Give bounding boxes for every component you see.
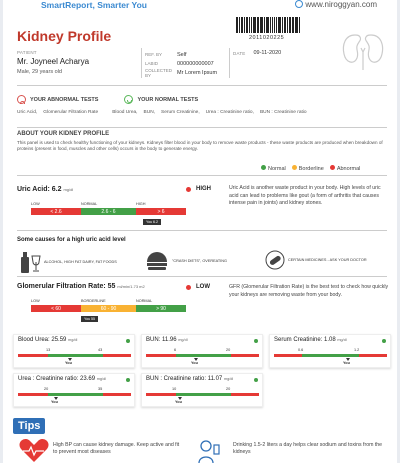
patient-label: PATIENT [17, 50, 37, 55]
legend [261, 165, 360, 172]
profile-text: This panel is used to check healthy functioning of your kidneys. Kidneys filter blood in your body to remove waste products - these waste products are produced when breakdown of proteins (present in food, muscles and other cells) occurs in the body to generate energy. [17, 140, 383, 152]
card-title: Urea : Creatinine ratio: 23.69 mg/dl [18, 376, 107, 382]
you-label: You [343, 361, 350, 365]
divider [17, 230, 387, 231]
normal-test: Serum Creatinine, [161, 110, 200, 115]
water-drinking-icon [197, 438, 223, 463]
cause-item: CERTAIN MEDICINES - ASK YOUR DOCTOR [265, 250, 385, 270]
status-dot [254, 378, 258, 382]
range-low: < 60 [31, 305, 81, 312]
ref-row: REF. BY Self [145, 51, 187, 58]
you-label: You [191, 361, 198, 365]
range-bar [146, 393, 259, 396]
tip-text: Drinking 1.5-2 liters a day helps clear sodium and toxins from the kidneys [233, 442, 383, 456]
divider [17, 175, 387, 176]
tick-label: 10 [172, 387, 177, 391]
tick-label: 35 [98, 387, 103, 391]
card-title: BUN : Creatinine ratio: 11.07 mg/dl [146, 376, 234, 382]
happy-face-icon [124, 95, 133, 104]
range-low: < 2.6 [31, 208, 81, 215]
divider [141, 48, 142, 78]
heart-pulse-icon [17, 438, 51, 463]
tick-label: 20 [226, 348, 231, 352]
range-high: > 6 [136, 208, 186, 215]
tests-summary [17, 95, 307, 115]
abnormal-test: Uric Acid, [17, 110, 38, 115]
you-marker: You 6.2 [143, 219, 161, 225]
you-label: You [65, 361, 72, 365]
tick-label: 20 [226, 387, 231, 391]
range-normal: 2.6 - 6 [81, 208, 136, 215]
normal-test: Blood Urea, [112, 110, 138, 115]
normal-test: BUN, [143, 110, 155, 115]
gfr-zone-labels: LOW BORDERLINE NORMAL [31, 299, 153, 303]
normal-test: BUN : Creatinine ratio [259, 110, 307, 115]
blood-urea-card [13, 334, 135, 368]
tips-badge: Tips [13, 418, 45, 434]
divider [17, 127, 387, 128]
legend-abnormal: Abnormal [330, 165, 361, 172]
normal-test: Urea : Creatinine ratio, [205, 110, 254, 115]
patient-meta: Male, 29 years old [17, 69, 62, 75]
tagline: SmartReport, Smarter You [41, 0, 147, 10]
range-bar [146, 354, 259, 357]
report-page [3, 0, 397, 463]
card-title: Serum Creatinine: 1.08 mg/dl [274, 337, 347, 343]
tick-label: 13 [46, 348, 51, 352]
card-title: BUN: 11.96 mg/dl [146, 337, 188, 343]
you-marker: You 55 [81, 316, 98, 322]
abnormal-tests-heading: YOUR ABNORMAL TESTS [17, 95, 98, 104]
status-dot [254, 339, 258, 343]
bun-creatinine-ratio-card [141, 373, 263, 407]
range-bar [274, 354, 387, 357]
uric-acid-range-bar [31, 208, 186, 215]
sad-face-icon [17, 95, 26, 104]
food-icon [145, 250, 169, 272]
website-text: www.niroggyan.com [305, 0, 377, 9]
abnormal-test: Glomerular Filtration Rate [43, 110, 99, 115]
status-dot [382, 339, 386, 343]
status-dot [126, 339, 130, 343]
uric-zone-labels: LOW NORMAL HIGH [31, 202, 146, 206]
profile-about [17, 131, 387, 152]
gfr-range-bar [31, 305, 186, 312]
divider [17, 276, 387, 277]
tests-list [17, 110, 307, 115]
website-link[interactable] [295, 0, 377, 9]
legend-normal: Normal [261, 165, 286, 172]
ref-row: COLLECTED BY Mr Lorem Ipsum [145, 67, 218, 78]
pill-icon [265, 250, 285, 270]
report-date: DATE 09-11-2020 [233, 50, 282, 56]
tip-text: High BP can cause kidney damage. Keep active and fit to prevent most diseases [53, 442, 180, 456]
patient-name: Mr. Joyneel Acharya [17, 57, 90, 66]
divider [17, 85, 387, 86]
range-normal: > 90 [136, 305, 186, 312]
tick-label: 43 [98, 348, 103, 352]
ref-row: LABID 000000000007 [145, 60, 214, 67]
gfr-flag: LOW [186, 284, 210, 290]
legend-borderline: Borderline [292, 165, 324, 172]
profile-heading: ABOUT YOUR KIDNEY PROFILE [17, 131, 110, 137]
barcode-number: 2011020225 [249, 35, 285, 41]
kidney-icon [340, 30, 386, 70]
causes-title: Some causes for a high uric acid level [17, 237, 126, 243]
range-borderline: 60 - 90 [81, 305, 136, 312]
urea-creatinine-ratio-card [13, 373, 135, 407]
page-title: Kidney Profile [17, 28, 112, 44]
bun-card [141, 334, 263, 368]
status-dot [126, 378, 130, 382]
card-title: Blood Urea: 25.59 mg/dl [18, 337, 78, 343]
globe-icon [295, 0, 303, 8]
you-label: You [175, 400, 182, 404]
uric-acid-description: Uric Acid is another waste product in your body. High levels of uric acid can lead to problems like gout (a form of arthritis that causes intense pain in joints) and kidney stones. [229, 185, 381, 207]
tick-label: 20 [44, 387, 49, 391]
uric-acid-title: Uric Acid: 6.2 mg/dl [17, 186, 74, 193]
you-label: You [51, 400, 58, 404]
reference-details [145, 50, 217, 77]
range-bar [18, 393, 131, 396]
patient-info [17, 50, 89, 75]
serum-creatinine-card [269, 334, 391, 368]
cause-item: ALCOHOL, HIGH FAT DAIRY, FAT FOODS [21, 250, 131, 274]
barcode [236, 17, 300, 33]
divider [229, 48, 230, 78]
gfr-title: Glomerular Filtration Rate: 55 ml/min/1.73 m2 [17, 283, 145, 290]
uric-acid-flag: HIGH [186, 186, 211, 192]
normal-tests-heading: YOUR NORMAL TESTS [124, 95, 198, 104]
tick-label: 1.2 [354, 348, 360, 352]
gfr-description: GFR (Glomerular Filtration Rate) is the best test to check how quickly your kidneys are removing waste from your body. [229, 284, 389, 298]
range-bar [18, 354, 131, 357]
cause-item: "CRASH DIETS", OVEREATING [145, 250, 255, 272]
wine-bottle-icon [21, 250, 41, 274]
tick-label: 6 [174, 348, 177, 352]
tick-label: 0.6 [298, 348, 304, 352]
